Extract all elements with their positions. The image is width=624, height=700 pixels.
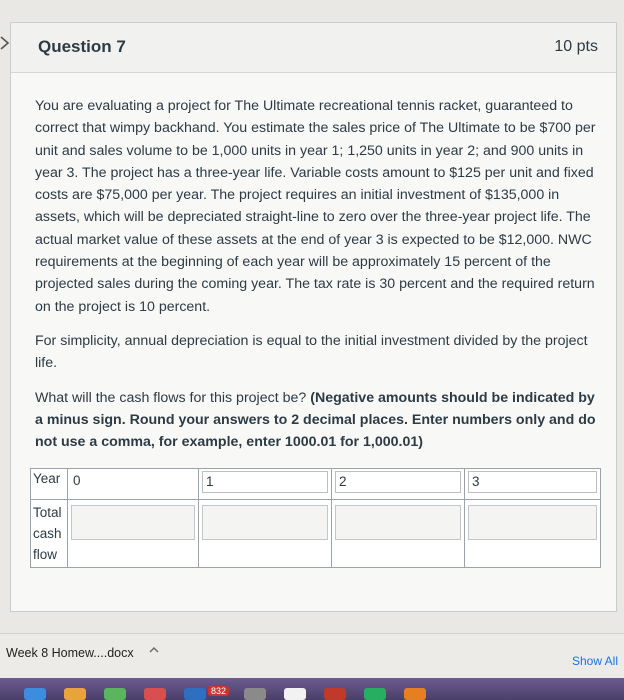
year-row — [31, 469, 601, 500]
cf-cell-0 — [68, 500, 199, 568]
cash-flow-input-year-2[interactable] — [335, 505, 461, 540]
question-header — [11, 23, 616, 73]
instruction-lead: What will the cash flows for this project be? — [35, 389, 307, 406]
cash-flow-input-year-1[interactable] — [202, 505, 328, 540]
question-note: For simplicity, annual depreciation is equal to the initial investment divided by the project life. — [35, 332, 588, 372]
dock-app-icon[interactable] — [184, 688, 206, 700]
year-3: 3 — [468, 471, 597, 493]
dock-badge: 832 — [208, 686, 229, 696]
chevron-up-icon[interactable] — [148, 644, 160, 656]
instruction-bold: (Negative amounts should be indicated by a minus sign. Round your answers to 2 decimal places. Enter numbers only and do not use a comma, for example, enter 1000.01 for 1,000.01) — [35, 389, 596, 451]
year-cell-0 — [68, 469, 199, 500]
cash-flow-input-year-3[interactable] — [468, 505, 597, 540]
question-body — [35, 95, 605, 465]
dock-app-icon[interactable] — [64, 688, 86, 700]
year-label: Year — [33, 471, 61, 486]
downloads-bar — [0, 633, 624, 679]
dock-app-icon[interactable] — [104, 688, 126, 700]
dock-app-icon[interactable] — [284, 688, 306, 700]
dock-app-icon[interactable] — [24, 688, 46, 700]
dock-app-icon[interactable] — [364, 688, 386, 700]
year-cell-1 — [199, 469, 332, 500]
year-label-cell — [31, 469, 68, 500]
show-all-link[interactable]: Show All — [571, 654, 618, 668]
cash-flow-input-year-0[interactable] — [71, 505, 195, 540]
taskbar — [0, 678, 624, 700]
question-points: 10 pts — [554, 38, 598, 55]
year-cell-3 — [465, 469, 601, 500]
question-title: Question 7 — [38, 37, 126, 56]
download-file-name[interactable]: Week 8 Homew....docx — [6, 646, 134, 660]
dock-app-icon[interactable] — [404, 688, 426, 700]
question-instruction — [35, 387, 605, 454]
question-text: You are evaluating a project for The Ultimate recreational tennis racket, guaranteed to correct that wimpy backhand. You estimate the sales price of The Ultimate to be $700 per unit and sales volume to be 1,000 units in year 1; 1,250 units in year 2; and 900 units in year 3. The project has a three-year life. Variable costs amount to $125 per unit and fixed costs are $75,000 per year. The project requires an initial investment of $135,000 in assets, which will be depreciated straight-line to zero over the three-year project life. The actual market value of these assets at the end of year 3 is expected to be $12,000. NWC requirements at the beginning of each year will be approximately 15 percent of the projected sales during the coming year. The tax rate is 30 percent and the required return on the project is 10 percent. — [35, 98, 596, 315]
dock-app-icon[interactable] — [144, 688, 166, 700]
cash-flow-row — [31, 500, 601, 568]
year-0: 0 — [70, 471, 87, 491]
dock-app-icon[interactable] — [324, 688, 346, 700]
cf-cell-1 — [199, 500, 332, 568]
cash-flow-table — [30, 468, 601, 568]
dock-app-icon[interactable] — [244, 688, 266, 700]
collapse-arrow-icon[interactable] — [0, 35, 10, 51]
year-1: 1 — [202, 471, 328, 493]
total-cash-flow-label: Total cash flow — [31, 500, 68, 568]
cf-cell-2 — [332, 500, 465, 568]
question-card — [10, 22, 617, 612]
year-cell-2 — [332, 469, 465, 500]
cf-cell-3 — [465, 500, 601, 568]
year-2: 2 — [335, 471, 461, 493]
